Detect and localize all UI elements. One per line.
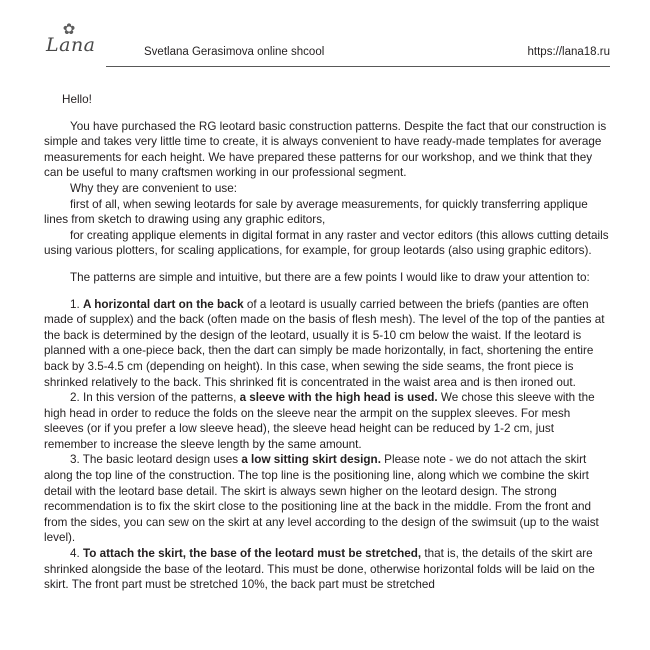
header-title: Svetlana Gerasimova online shcool [144, 46, 325, 58]
numbered-item-4 [44, 546, 610, 593]
item-2-rest: We chose this sleeve with the high head in order to reduce the folds on the sleeve near the armpit on the supplex sleeves. For mesh sleeves (or if you prefer a low sleeve head), the sleeve head height can be reduced by 1-2 cm, just remember to increase the sleeve length by the same amount. [44, 391, 595, 451]
item-3-rest: Please note - we do not attach the skirt along the top line of the construction. The top line is the positioning line, along which we combine the skirt detail with the leotard base detail. The skirt is always sewn higher on the leotard design. The strong recommendation is to fix the skirt close to the positioning line at the back in the middle. From the front and from the sides, you can sew on the skirt at any level according to the design of the swimsuit (up to the waist level). [44, 453, 599, 545]
item-3-bold: a low sitting skirt design. [241, 453, 381, 467]
item-2-bold: a sleeve with the high head is used. [239, 391, 438, 405]
header-url: https://lana18.ru [527, 46, 610, 58]
header-divider [106, 66, 610, 67]
page-header [44, 22, 610, 64]
item-2-lead: 2. In this version of the patterns, [70, 391, 240, 405]
spacer [44, 286, 610, 297]
spacer [44, 108, 610, 119]
numbered-item-3 [44, 452, 610, 546]
logo-text: Lana [46, 34, 96, 56]
spacer [44, 259, 610, 270]
item-4-rest: that is, the details of the skirt are shrinked alongside the base of the leotard. This must be done, otherwise horizontal folds will be laid on the skirt. The front part must be stretched 10%, the back part must be stretched [44, 547, 595, 592]
item-1-lead: 1. [70, 297, 83, 311]
paragraph-attention: The patterns are simple and intuitive, but there are a few points I would like to draw your attention to: [70, 270, 590, 284]
numbered-item-2 [44, 390, 610, 452]
item-1-rest: of a leotard is usually carried between the briefs (panties are often made of supplex) and the back (often made on the basis of flesh mesh). The level of the top of the panties at the back is determined by the design of the leotard, usually it is 5-10 cm below the waist. If the leotard is planned with a one-piece back, then the dart can simply be made horizontally, in fact, shortening the entire back by 3.5-4.5 cm (depending on height). In this case, when sewing the side seams, the front piece is shrinked relatively to the back. This shrinked fit is concentrated in the waist area and is then ironed out. [44, 297, 605, 389]
document-body [44, 81, 610, 593]
item-4-bold: To attach the skirt, the base of the leotard must be stretched, [83, 547, 422, 561]
logo [44, 22, 106, 64]
spacer [44, 81, 610, 92]
item-4-lead: 4. [70, 547, 83, 561]
greeting: Hello! [62, 93, 92, 106]
paragraph-intro: You have purchased the RG leotard basic construction patterns. Despite the fact that our construction is simple and takes very little time to create, it is always convenient to have ready-made templates for average measurements for each height. We have prepared these patterns for our workshop, and we think that they can be useful to many craftsmen working in our professional segment. [44, 119, 607, 180]
item-3-lead: 3. The basic leotard design uses [70, 453, 242, 467]
flower-icon: ✿ [62, 21, 76, 38]
numbered-item-1 [44, 297, 610, 391]
paragraph-firstofall: first of all, when sewing leotards for sale by average measurements, for quickly transferring applique lines from sketch to drawing using any graphic editors, [44, 197, 588, 227]
paragraph-applique: for creating applique elements in digital format in any raster and vector editors (this allows cutting details using various plotters, for scaling applications, for example, for group leotards (also using graphic editors). [44, 228, 609, 258]
paragraph-why: Why they are convenient to use: [70, 181, 237, 195]
item-1-bold: A horizontal dart on the back [83, 297, 244, 311]
